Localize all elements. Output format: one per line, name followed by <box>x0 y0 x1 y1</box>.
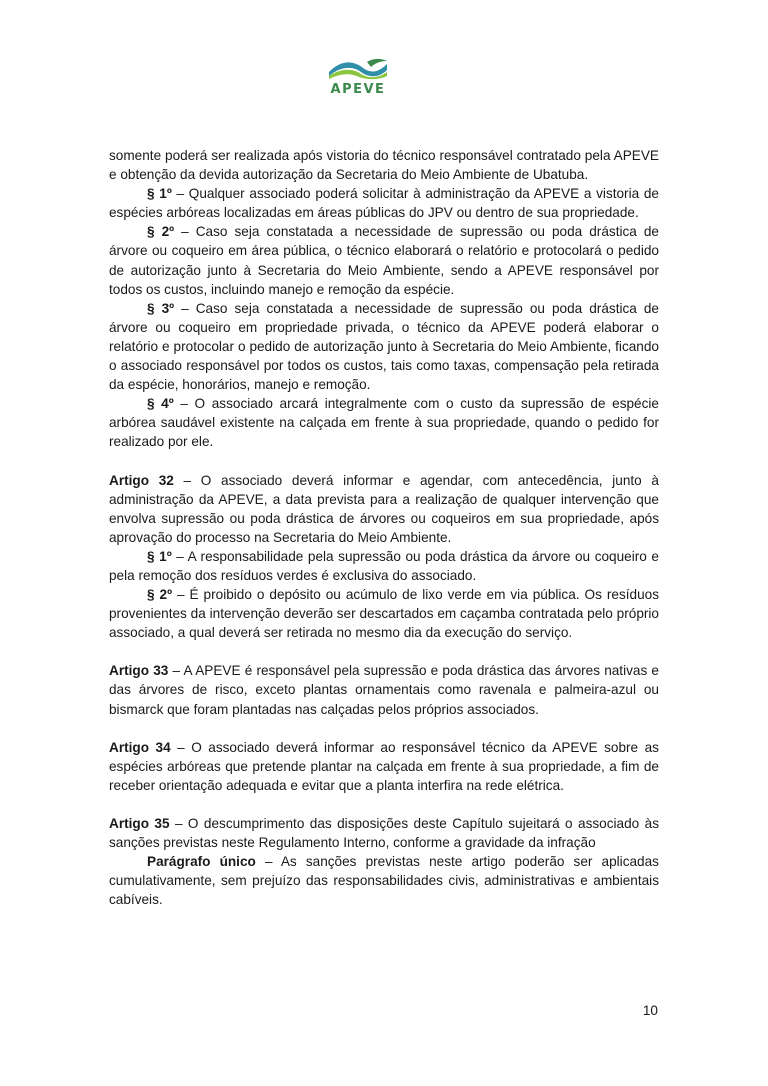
article-32-text: – O associado deverá informar e agendar, com antecedência, junto à administração da APEVE, a data prevista para a realização de qualquer intervenção que envolva supressão ou poda drástica de árvores ou coqueiros em sua propriedade, após aprovação do processo na Secretaria do Meio Ambiente. <box>109 472 659 545</box>
sec4-text: – O associado arcará integralmente com o custo da supressão de espécie arbórea saudável existente na calçada em frente à sua propriedade, quando o pedido for realizado por ele. <box>109 396 659 450</box>
sec2-label: § 2º <box>147 224 175 240</box>
paragraph-sec4 <box>109 394 659 451</box>
sec4-label: § 4º <box>147 396 174 412</box>
paragraph-continuation: somente poderá ser realizada após vistoria do técnico responsável contratado pela APEVE e obtenção da devida autorização da Secretaria do Meio Ambiente de Ubatuba. <box>109 148 659 183</box>
document-body <box>109 146 659 909</box>
spacer <box>109 642 659 661</box>
paragraph-sec3 <box>109 299 659 394</box>
spacer <box>109 795 659 814</box>
apeve-logo <box>318 58 398 97</box>
article-33 <box>109 661 659 718</box>
paragrafo-unico <box>109 852 659 909</box>
article-34 <box>109 738 659 795</box>
page-number: 10 <box>642 1003 658 1018</box>
article-35 <box>109 814 659 852</box>
article-35-label: Artigo 35 <box>109 815 170 831</box>
spacer <box>109 719 659 738</box>
article-33-label: Artigo 33 <box>109 663 169 679</box>
article-32 <box>109 471 659 547</box>
article-34-text: – O associado deverá informar ao responsável técnico da APEVE sobre as espécies arbóreas que pretende plantar na calçada em frente à sua propriedade, a fim de receber orientação adequada e evitar que a planta interfira na rede elétrica. <box>109 739 659 793</box>
article-32-sec2-label: § 2º <box>147 587 173 603</box>
article-32-sec1 <box>109 547 659 585</box>
sec2-text: – Caso seja constatada a necessidade de supressão ou poda drástica de árvore ou coqueiro em área pública, o técnico elaborará o relatório e protocolará o pedido de autorização junto à Secretaria do Meio Ambiente, sendo a APEVE responsável por todos os custos, incluindo manejo e remoção da espécie. <box>109 224 659 297</box>
article-33-text: – A APEVE é responsável pela supressão e poda drástica das árvores nativas e das árvores de risco, exceto plantas ornamentais como ravenala e palmeira-azul ou bismarck que foram plantadas nas calçadas pelos próprios associados. <box>109 663 659 717</box>
apeve-logo-icon <box>327 58 389 80</box>
sec3-text: – Caso seja constatada a necessidade de supressão ou poda drástica de árvore ou coqueiro em propriedade privada, o técnico da APEVE poderá elaborar o relatório e protocolar o pedido de autorização junto à Secretaria do Meio Ambiente, ficando o associado responsável por todos os custos, tais como taxas, compensação pela retirada da espécie, honorários, manejo e remoção. <box>109 300 659 393</box>
sec1-label: § 1º <box>147 186 172 202</box>
sec1-text: – Qualquer associado poderá solicitar à administração da APEVE a vistoria de espécies arbóreas localizadas em áreas públicas do JPV ou dentro de sua propriedade. <box>109 186 659 221</box>
article-32-sec1-label: § 1º <box>147 548 172 564</box>
logo-text: APEVE <box>330 82 386 97</box>
article-34-label: Artigo 34 <box>109 739 171 755</box>
paragrafo-unico-text: – As sanções previstas neste artigo poderão ser aplicadas cumulativamente, sem prejuízo das responsabilidades civis, administrativas e ambientais cabíveis. <box>109 854 659 908</box>
article-32-sec2 <box>109 585 659 642</box>
paragrafo-unico-label: Parágrafo único <box>147 854 256 870</box>
paragraph-sec1 <box>109 184 659 222</box>
spacer <box>109 452 659 471</box>
paragraph-sec2 <box>109 222 659 298</box>
article-32-label: Artigo 32 <box>109 472 174 488</box>
article-32-sec1-text: – A responsabilidade pela supressão ou poda drástica da árvore ou coqueiro e pela remoção dos resíduos verdes é exclusiva do associado. <box>109 548 659 583</box>
sec3-label: § 3º <box>147 300 175 316</box>
article-32-sec2-text: – É proibido o depósito ou acúmulo de lixo verde em via pública. Os resíduos provenientes da intervenção deverão ser descartados em caçamba contratada pelo próprio associado, a qual deverá ser retirada no mesmo dia da execução do serviço. <box>109 587 659 641</box>
article-35-text: – O descumprimento das disposições deste Capítulo sujeitará o associado às sanções previstas neste Regulamento Interno, conforme a gravidade da infração <box>109 815 659 850</box>
